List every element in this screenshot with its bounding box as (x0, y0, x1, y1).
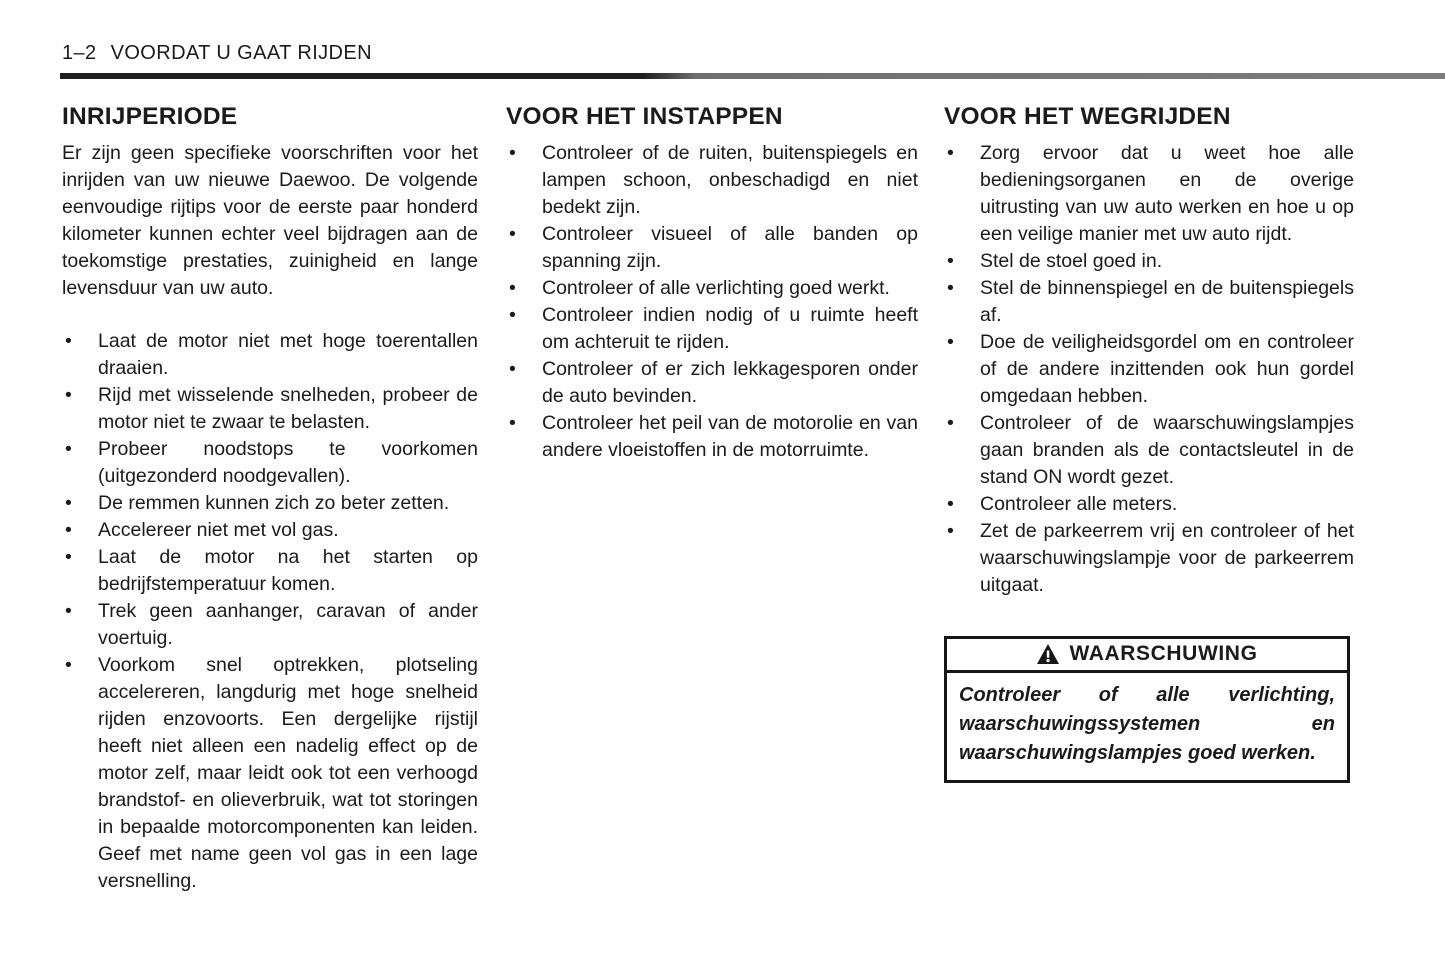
bullet-text: Controleer of er zich lekkagesporen onder de auto bevinden. (542, 358, 918, 407)
column-title: VOOR HET WEGRIJDEN (944, 103, 1231, 130)
warning-header (947, 639, 1347, 673)
bullet-item (506, 302, 918, 356)
bullet-text: Zorg ervoor dat u weet hoe alle bedieningsorganen en de overige uitrusting van uw auto werken en hoe u op een veilige manier met uw auto rijdt. (980, 142, 1354, 245)
bullet-item (62, 544, 478, 598)
bullet-text: Controleer alle meters. (980, 493, 1178, 515)
bullet-list (62, 328, 478, 895)
bullet-item (62, 490, 478, 517)
bullet-text: Stel de stoel goed in. (980, 250, 1163, 272)
page-header (62, 42, 372, 65)
bullet-item (944, 329, 1354, 410)
bullet-text: De remmen kunnen zich zo beter zetten. (98, 492, 450, 514)
bullet-item (506, 410, 918, 464)
bullet-item (944, 248, 1354, 275)
bullet-item (506, 356, 918, 410)
bullet-item (944, 275, 1354, 329)
bullet-list (506, 140, 918, 464)
bullet-text: Controleer visueel of alle banden op spanning zijn. (542, 223, 918, 272)
page-header-title: VOORDAT U GAAT RIJDEN (110, 42, 372, 64)
column-voor-het-instappen (506, 103, 918, 464)
bullet-item (62, 436, 478, 490)
bullet-item (506, 221, 918, 275)
bullet-item (944, 140, 1354, 248)
bullet-text: Controleer indien nodig of u ruimte heeft om achteruit te rijden. (542, 304, 918, 353)
column-inrijperiode (62, 103, 478, 895)
column-title: INRIJPERIODE (62, 103, 238, 130)
column-title: VOOR HET INSTAPPEN (506, 103, 783, 130)
bullet-list (944, 140, 1354, 599)
column-voor-het-wegrijden (944, 103, 1354, 599)
header-rule (60, 73, 1445, 79)
bullet-text: Voorkom snel optrekken, plotseling accelereren, langdurig met hoge snelheid rijden enzovoorts. Een dergelijke rijstijl heeft niet alleen een nadelig effect op de motor zelf, maar leidt ook tot een verhoogd brandstof- en olieverbruik, wat tot storingen in bepaalde motorcomponenten kan leiden. Geef met name geen vol gas in een lage versnelling. (98, 654, 478, 892)
bullet-item (944, 518, 1354, 599)
bullet-item (506, 140, 918, 221)
bullet-text: Rijd met wisselende snelheden, probeer de motor niet te zwaar te belasten. (98, 384, 478, 433)
warning-title: WAARSCHUWING (1069, 642, 1258, 665)
bullet-text: Laat de motor niet met hoge toerentallen draaien. (98, 330, 478, 379)
bullet-item (62, 382, 478, 436)
warning-body: Controleer of alle verlichting, waarschuwingssystemen en waarschuwingslampjes goed werken. (959, 684, 1335, 764)
bullet-text: Controleer of de ruiten, buitenspiegels en lampen schoon, onbeschadigd en niet bedekt zijn. (542, 142, 918, 218)
bullet-item (62, 652, 478, 895)
bullet-item (62, 328, 478, 382)
bullet-item (62, 598, 478, 652)
warning-box (944, 636, 1350, 783)
bullet-item (944, 491, 1354, 518)
bullet-text: Controleer of alle verlichting goed werkt. (542, 277, 890, 299)
bullet-text: Laat de motor na het starten op bedrijfstemperatuur komen. (98, 546, 478, 595)
warning-triangle-icon (1036, 643, 1060, 665)
page-number: 1–2 (62, 42, 97, 64)
bullet-text: Doe de veiligheidsgordel om en controleer of de andere inzittenden ook hun gordel omgedaan hebben. (980, 331, 1354, 407)
bullet-text: Controleer of de waarschuwingslampjes gaan branden als de contactsleutel in de stand ON wordt gezet. (980, 412, 1354, 488)
bullet-text: Probeer noodstops te voorkomen (uitgezonderd noodgevallen). (98, 438, 478, 487)
bullet-text: Trek geen aanhanger, caravan of ander voertuig. (98, 600, 478, 649)
bullet-text: Accelereer niet met vol gas. (98, 519, 339, 541)
bullet-text: Stel de binnenspiegel en de buitenspiegels af. (980, 277, 1354, 326)
bullet-item (506, 275, 918, 302)
intro-paragraph: Er zijn geen specifieke voorschriften voor het inrijden van uw nieuwe Daewoo. De volgende eenvoudige rijtips voor de eerste paar honderd kilometer kunnen echter veel bijdragen aan de toekomstige prestaties, zuinigheid en lange levensduur van uw auto. (62, 142, 478, 299)
bullet-text: Zet de parkeerrem vrij en controleer of het waarschuwingslampje voor de parkeerrem uitgaat. (980, 520, 1354, 596)
bullet-text: Controleer het peil van de motorolie en van andere vloeistoffen in de motorruimte. (542, 412, 918, 461)
bullet-item (62, 517, 478, 544)
bullet-item (944, 410, 1354, 491)
